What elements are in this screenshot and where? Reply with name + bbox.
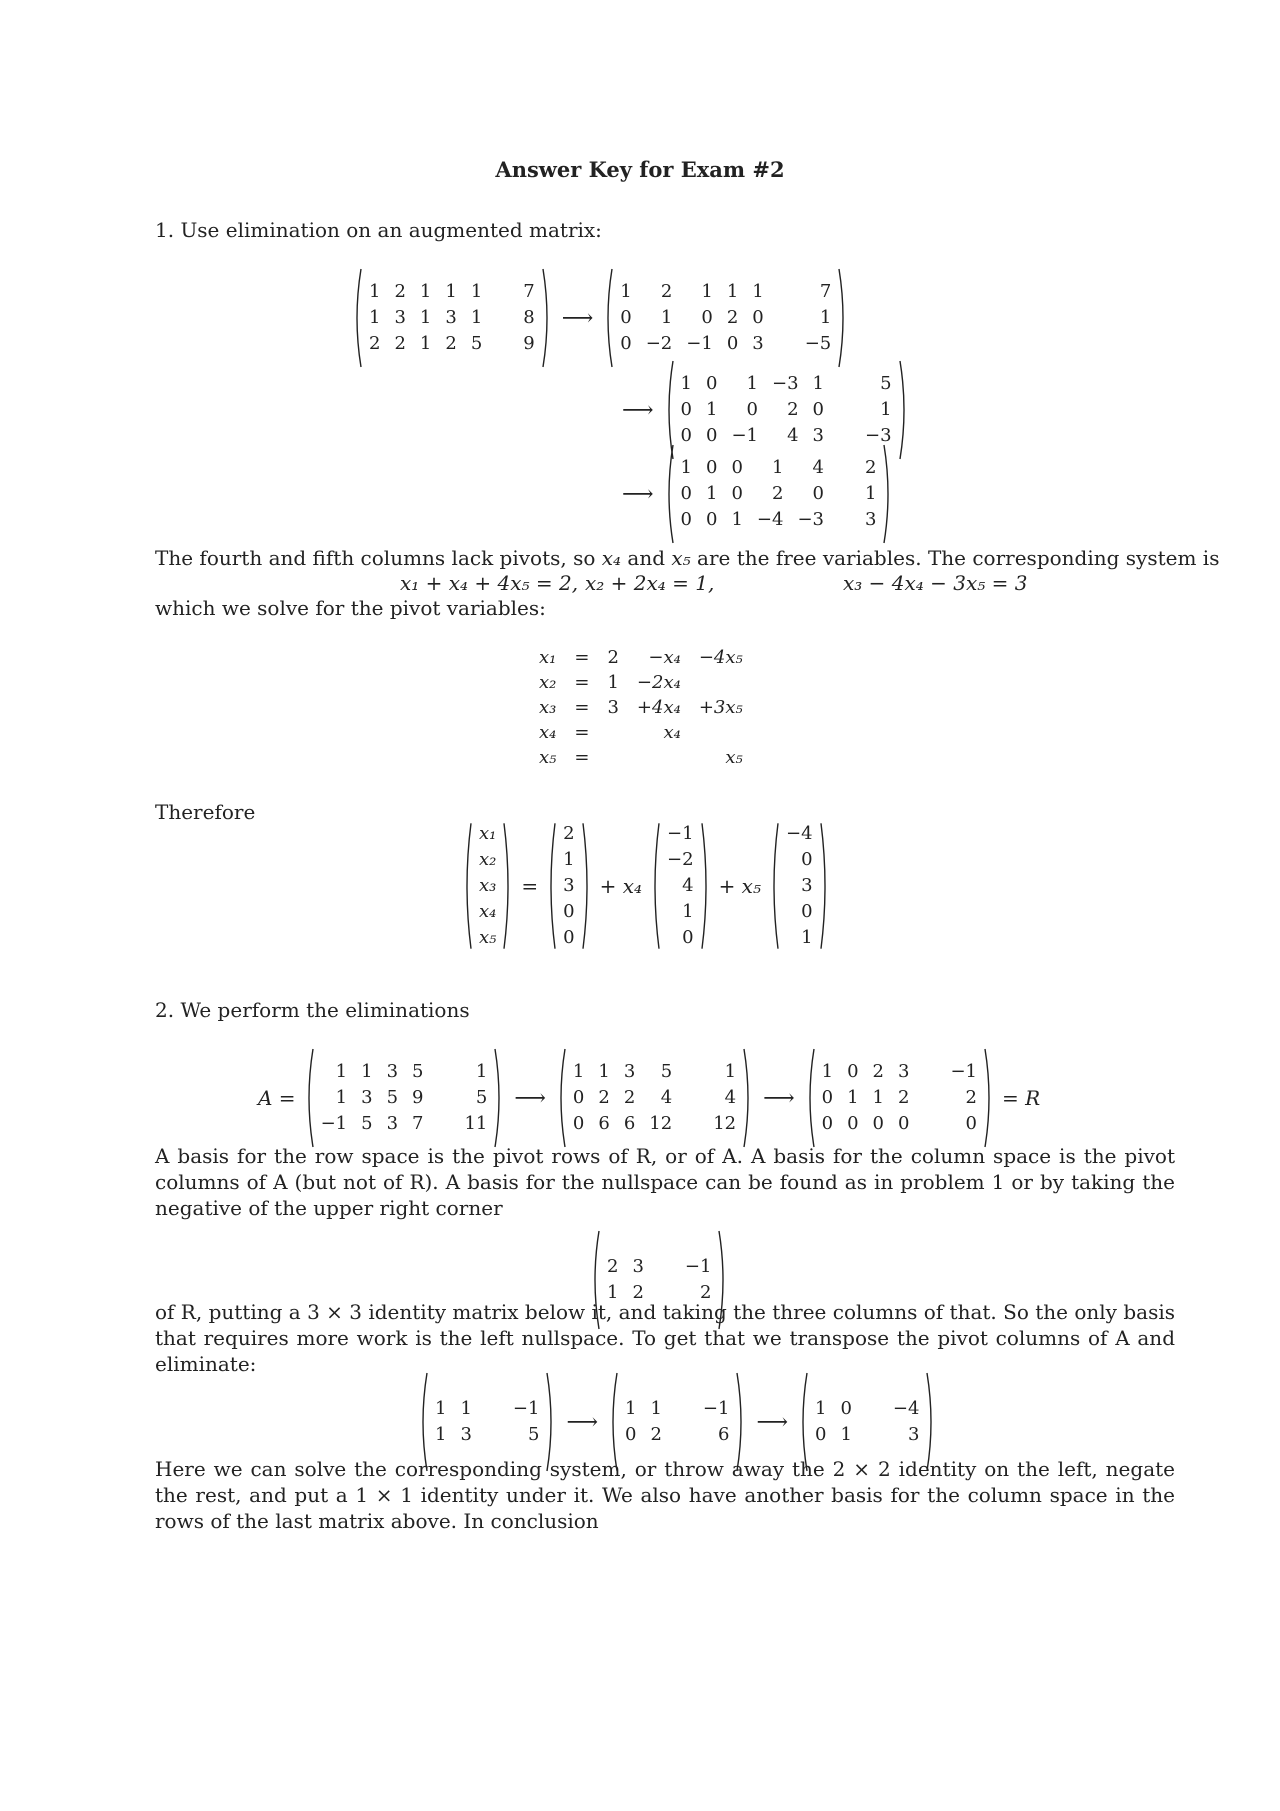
matrix-cell: 1 (680, 457, 692, 478)
matrix-cell: 1 (419, 333, 432, 354)
right-paren (984, 1048, 994, 1148)
pivot-equation-cell: = (574, 672, 590, 693)
matrix-cell: 2 (632, 1282, 644, 1303)
pivot-equation-cell (598, 746, 627, 770)
left-paren (805, 1048, 815, 1148)
arrow: ⟶ (756, 1409, 788, 1435)
matrix-grid (613, 280, 838, 356)
solve-text: which we solve for the pivot variables: (155, 596, 546, 620)
matrix-cell: 7 (523, 281, 535, 302)
system-eq-2: x₂ + 2x₄ = 1, (585, 571, 715, 595)
matrix-cell: 5 (361, 1113, 373, 1134)
matrix-cell: 3 (865, 509, 877, 530)
pivot-equation-cell: +3x₅ (698, 697, 743, 718)
solution-vector-equation (462, 822, 830, 950)
vector-cell: x₂ (479, 849, 497, 870)
matrix-cell: 1 (706, 483, 718, 504)
matrix-cell: 11 (464, 1113, 488, 1134)
matrix-cell: 1 (625, 1398, 637, 1419)
left-paren (769, 822, 779, 950)
matrix-cell: 3 (386, 1061, 399, 1082)
pivot-equation-cell: x₂ (539, 672, 557, 693)
pivot-equations (530, 646, 752, 770)
q2-elimination (258, 1048, 1048, 1148)
right-paren (899, 360, 909, 460)
pivot-equation-cell: = (574, 697, 590, 718)
pivot-equation-cell: x₄ (539, 722, 557, 743)
matrix-cell: 5 (386, 1087, 399, 1108)
matrix-cell: 0 (812, 399, 824, 420)
matrix-cell: 0 (680, 425, 692, 446)
matrix-cell: 2 (965, 1087, 977, 1108)
matrix-cell: −1 (731, 425, 758, 446)
matrix-cell: 1 (706, 399, 718, 420)
matrix-cell: 4 (812, 457, 824, 478)
matrix-cell: 4 (787, 425, 799, 446)
matrix-cell: −2 (645, 333, 673, 354)
matrix-cell: 1 (598, 1061, 610, 1082)
matrix-cell: 0 (706, 425, 718, 446)
matrix-cell: 0 (821, 1087, 834, 1108)
right-paren (701, 822, 711, 950)
matrix-cell: 0 (706, 509, 718, 530)
matrix-cell: 3 (460, 1424, 472, 1445)
matrix-cell: 1 (819, 307, 832, 328)
matrix-grid (674, 456, 884, 532)
matrix-cell: 0 (726, 333, 739, 354)
vector-cell: −2 (667, 849, 694, 870)
vector-cell: 3 (563, 875, 575, 896)
matrix-cell: 1 (445, 281, 457, 302)
vector-cell: 0 (563, 901, 575, 922)
right-paren (743, 1048, 753, 1148)
pivot-equation-cell (690, 671, 752, 695)
matrix-cell: 5 (470, 333, 483, 354)
right-paren (542, 268, 552, 368)
matrix-cell: −5 (804, 333, 832, 354)
matrix-cell: 0 (680, 483, 692, 504)
vector-cell: 0 (682, 927, 694, 948)
pivot-equation-cell: x₅ (725, 747, 743, 768)
matrix-cell: 1 (335, 1061, 348, 1082)
matrix-cell: 2 (772, 483, 784, 504)
transpose-matrix-2 (618, 1397, 736, 1447)
matrix-cell: 0 (840, 1398, 852, 1419)
matrix-cell: 0 (847, 1113, 859, 1134)
matrix-cell: 2 (369, 333, 381, 354)
vector-cell: −4 (785, 823, 813, 844)
matrix-cell: 3 (752, 333, 764, 354)
matrix-cell: 2 (445, 333, 457, 354)
matrix-cell: 0 (746, 399, 758, 420)
matrix-cell: 0 (620, 307, 632, 328)
matrix-cell: 1 (361, 1061, 373, 1082)
matrix-cell: 7 (412, 1113, 424, 1134)
matrix-cell: 1 (726, 281, 739, 302)
pivot-equation-cell: 2 (607, 647, 619, 668)
matrix-cell: 2 (700, 1282, 712, 1303)
matrix-cell: 0 (821, 1113, 834, 1134)
page-title: Answer Key for Exam #2 (495, 157, 785, 182)
matrix-cell: 3 (623, 1061, 636, 1082)
right-paren (494, 1048, 504, 1148)
matrix-cell: 2 (394, 281, 406, 302)
matrix-cell: 0 (731, 483, 743, 504)
matrix-cell: 2 (623, 1087, 636, 1108)
pivot-equation-cell: = (574, 747, 590, 768)
q2-paragraph-3: Here we can solve the corresponding system, or throw away the 2 × 2 identity on the left, negate the rest, and put a 1 × 1 identity under it. We also have another basis for the column space in the rows of the last matrix above. In conclusion (155, 1457, 1175, 1533)
matrix-cell: 1 (752, 281, 764, 302)
matrix-cell: 5 (412, 1061, 424, 1082)
matrix-cell: −1 (686, 333, 713, 354)
matrix-grid (362, 280, 542, 356)
right-paren (582, 822, 592, 950)
vector-null-4 (660, 822, 701, 950)
vector-cell: 1 (682, 901, 694, 922)
matrix-cell: 1 (880, 399, 892, 420)
vector-particular (556, 822, 581, 950)
matrix-cell: 3 (361, 1087, 373, 1108)
matrix-cell: 1 (812, 373, 824, 394)
matrix-cell: 2 (865, 457, 877, 478)
matrix-cell: −3 (772, 373, 799, 394)
matrix-cell: 1 (865, 483, 877, 504)
left-paren (352, 268, 362, 368)
pivot-equation-cell (598, 721, 627, 745)
matrix-cell: 5 (475, 1087, 488, 1108)
matrix-cell: 2 (872, 1061, 884, 1082)
matrix-cell: −1 (320, 1113, 348, 1134)
q2-intro: 2. We perform the eliminations (155, 998, 470, 1022)
vector-cell: 0 (801, 849, 813, 870)
pivot-equation-cell: x₃ (539, 697, 557, 718)
matrix-cell: 1 (435, 1398, 447, 1419)
left-paren (304, 1048, 314, 1148)
matrix-cell: 1 (772, 457, 784, 478)
matrix-cell: 1 (724, 1061, 737, 1082)
matrix-cell: −4 (756, 509, 784, 530)
pivot-equation-cell: = (574, 647, 590, 668)
transpose-matrix-1 (428, 1397, 546, 1447)
matrix-cell: 3 (632, 1256, 644, 1277)
left-paren (664, 444, 674, 544)
vector-cell: x₄ (479, 901, 497, 922)
matrix-cell: −1 (702, 1398, 730, 1419)
vector-cell: x₅ (479, 927, 497, 948)
matrix-cell: 2 (598, 1087, 610, 1108)
r-label: = R (1002, 1086, 1041, 1110)
matrix-cell: 1 (847, 1087, 859, 1108)
pivot-equation-cell: −x₄ (648, 647, 681, 668)
matrix-cell: 4 (660, 1087, 673, 1108)
matrix-cell: 1 (872, 1087, 884, 1108)
matrix-cell: 2 (660, 281, 673, 302)
matrix-cell: 0 (701, 307, 713, 328)
arrow: ⟶ (561, 305, 594, 331)
q2-paragraph-1: A basis for the row space is the pivot rows of R, or of A. A basis for the column space is the pivot columns of A (but not of R). A basis for the nullspace can be found as in problem 1 or by taking the negative of the upper right corner (155, 1144, 1175, 1220)
matrix-cell: 2 (650, 1424, 662, 1445)
matrix-cell: 12 (649, 1113, 673, 1134)
matrix-cell: 1 (680, 373, 692, 394)
plus-x5: + x₅ (718, 874, 761, 898)
matrix-cell: 1 (419, 307, 432, 328)
matrix-cell: −3 (865, 425, 892, 446)
arrow: ⟶ (514, 1085, 546, 1111)
matrix-cell: 0 (680, 399, 692, 420)
matrix-cell: −3 (797, 509, 824, 530)
matrix-grid (674, 372, 899, 448)
matrix-cell: 4 (724, 1087, 737, 1108)
matrix-cell: 1 (470, 307, 483, 328)
therefore-text: Therefore (155, 800, 256, 824)
matrix-cell: 3 (386, 1113, 399, 1134)
right-paren (820, 822, 830, 950)
matrix-cell: 0 (706, 373, 718, 394)
matrix-b (566, 1060, 743, 1136)
vector-cell: 3 (801, 875, 813, 896)
arrow: ⟶ (622, 397, 654, 423)
matrix-cell: 0 (815, 1424, 827, 1445)
matrix-cell: 6 (623, 1113, 636, 1134)
matrix-cell: 1 (470, 281, 483, 302)
matrix-cell: 0 (752, 307, 764, 328)
matrix-cell: 9 (412, 1087, 424, 1108)
matrix-cell: 3 (908, 1424, 920, 1445)
matrix-cell: 1 (821, 1061, 834, 1082)
matrix-cell: 6 (718, 1424, 730, 1445)
vector-cell: 1 (563, 849, 575, 870)
arrow: ⟶ (566, 1409, 598, 1435)
matrix-cell: 7 (819, 281, 832, 302)
pivot-equation-cell: −4x₅ (698, 647, 743, 668)
equals-sign: = (521, 874, 539, 898)
matrix-cell: 2 (898, 1087, 910, 1108)
matrix-cell: −1 (950, 1061, 977, 1082)
matrix-cell: 0 (706, 457, 718, 478)
vector-cell: 0 (801, 901, 813, 922)
right-paren (503, 822, 513, 950)
matrix-cell: 0 (731, 457, 743, 478)
pivot-equation-cell: 1 (607, 672, 619, 693)
matrix-cell: 0 (898, 1113, 910, 1134)
matrix-cell: 5 (660, 1061, 673, 1082)
q2-paragraph-2: of R, putting a 3 × 3 identity matrix below it, and taking the three columns of that. So the only basis that requires more work is the left nullspace. To get that we transpose the pivot columns of A and eliminate: (155, 1300, 1175, 1376)
matrix-cell: 1 (840, 1424, 852, 1445)
vector-cell: 1 (801, 927, 813, 948)
a-label: A = (258, 1086, 296, 1110)
pivot-equation-cell: x₅ (539, 747, 557, 768)
left-paren (603, 268, 613, 368)
matrix-cell: 1 (660, 307, 673, 328)
left-paren (556, 1048, 566, 1148)
transpose-matrix-3 (808, 1397, 926, 1447)
matrix-cell: 1 (620, 281, 632, 302)
matrix-cell: 1 (335, 1087, 348, 1108)
matrix-cell: 0 (572, 1087, 585, 1108)
pivot-grid (530, 646, 752, 770)
system-eq-3: x₃ − 4x₄ − 3x₅ = 3 (843, 571, 1028, 595)
left-paren (462, 822, 472, 950)
matrix-cell: 1 (607, 1282, 619, 1303)
vector-cell: x₁ (479, 823, 497, 844)
pivot-equation-cell (690, 721, 752, 745)
pivot-equation-cell (628, 746, 690, 770)
matrix-cell: −4 (892, 1398, 920, 1419)
matrix-cell: 1 (650, 1398, 662, 1419)
matrix-cell: 2 (726, 307, 739, 328)
matrix-cell: −1 (512, 1398, 540, 1419)
vector-cell: 2 (563, 823, 575, 844)
matrix-cell: 0 (625, 1424, 637, 1445)
arrow: ⟶ (763, 1085, 795, 1111)
matrix-cell: 1 (369, 307, 381, 328)
matrix-cell: 1 (419, 281, 432, 302)
right-paren (838, 268, 848, 368)
matrix-cell: 1 (572, 1061, 585, 1082)
matrix-cell: 6 (598, 1113, 610, 1134)
left-paren (650, 822, 660, 950)
vector-cell: 0 (563, 927, 575, 948)
plus-x4: + x₄ (599, 874, 643, 898)
matrix-cell: 5 (528, 1424, 540, 1445)
matrix-cell: 0 (847, 1061, 859, 1082)
pivot-equation-cell: 3 (607, 697, 619, 718)
vector-cell: −1 (667, 823, 694, 844)
matrix-r (815, 1060, 984, 1136)
matrix-cell: 1 (701, 281, 713, 302)
pivot-equation-cell: +4x₄ (636, 697, 681, 718)
matrix-cell: 2 (394, 333, 406, 354)
q1-matrix-0 (352, 268, 848, 368)
matrix-cell: 1 (475, 1061, 488, 1082)
matrix-cell: 1 (460, 1398, 472, 1419)
left-paren (546, 822, 556, 950)
right-paren (883, 444, 893, 544)
system-eq-1: x₁ + x₄ + 4x₅ = 2, (400, 571, 579, 595)
vector-cell: 4 (682, 875, 694, 896)
matrix-cell: 1 (815, 1398, 827, 1419)
vector-x (472, 822, 503, 950)
matrix-cell: 3 (898, 1061, 910, 1082)
matrix-cell: 2 (787, 399, 799, 420)
matrix-cell: −1 (684, 1256, 712, 1277)
matrix-cell: 9 (523, 333, 535, 354)
matrix-cell: 1 (435, 1424, 447, 1445)
vector-cell: x₃ (479, 875, 497, 896)
matrix-cell: 1 (731, 509, 743, 530)
matrix-cell: 5 (880, 373, 892, 394)
matrix-cell: 3 (812, 425, 824, 446)
matrix-cell: 0 (680, 509, 692, 530)
corner-matrix (600, 1255, 718, 1305)
q1-intro: 1. Use elimination on an augmented matrix: (155, 218, 602, 242)
matrix-cell: 3 (445, 307, 457, 328)
matrix-cell: 0 (965, 1113, 977, 1134)
matrix-cell: 12 (713, 1113, 737, 1134)
pivot-equation-cell: −2x₄ (636, 672, 681, 693)
q1-matrix-3 (612, 444, 893, 544)
vector-null-5 (779, 822, 820, 950)
matrix-cell: 0 (620, 333, 632, 354)
matrix-a (314, 1060, 495, 1136)
matrix-cell: 0 (812, 483, 824, 504)
arrow: ⟶ (622, 481, 654, 507)
matrix-cell: 1 (746, 373, 758, 394)
pivot-equation-cell: x₄ (663, 722, 681, 743)
matrix-cell: 2 (607, 1256, 619, 1277)
free-variables-text: The fourth and fifth columns lack pivots, so x₄ and x₅ are the free variables. The corresponding system is (155, 546, 1220, 570)
matrix-cell: 0 (572, 1113, 585, 1134)
matrix-cell: 0 (872, 1113, 884, 1134)
pivot-equation-cell: x₁ (539, 647, 557, 668)
matrix-cell: 3 (394, 307, 406, 328)
pivot-equation-cell: = (574, 722, 590, 743)
matrix-cell: 8 (523, 307, 535, 328)
matrix-cell: 1 (369, 281, 381, 302)
